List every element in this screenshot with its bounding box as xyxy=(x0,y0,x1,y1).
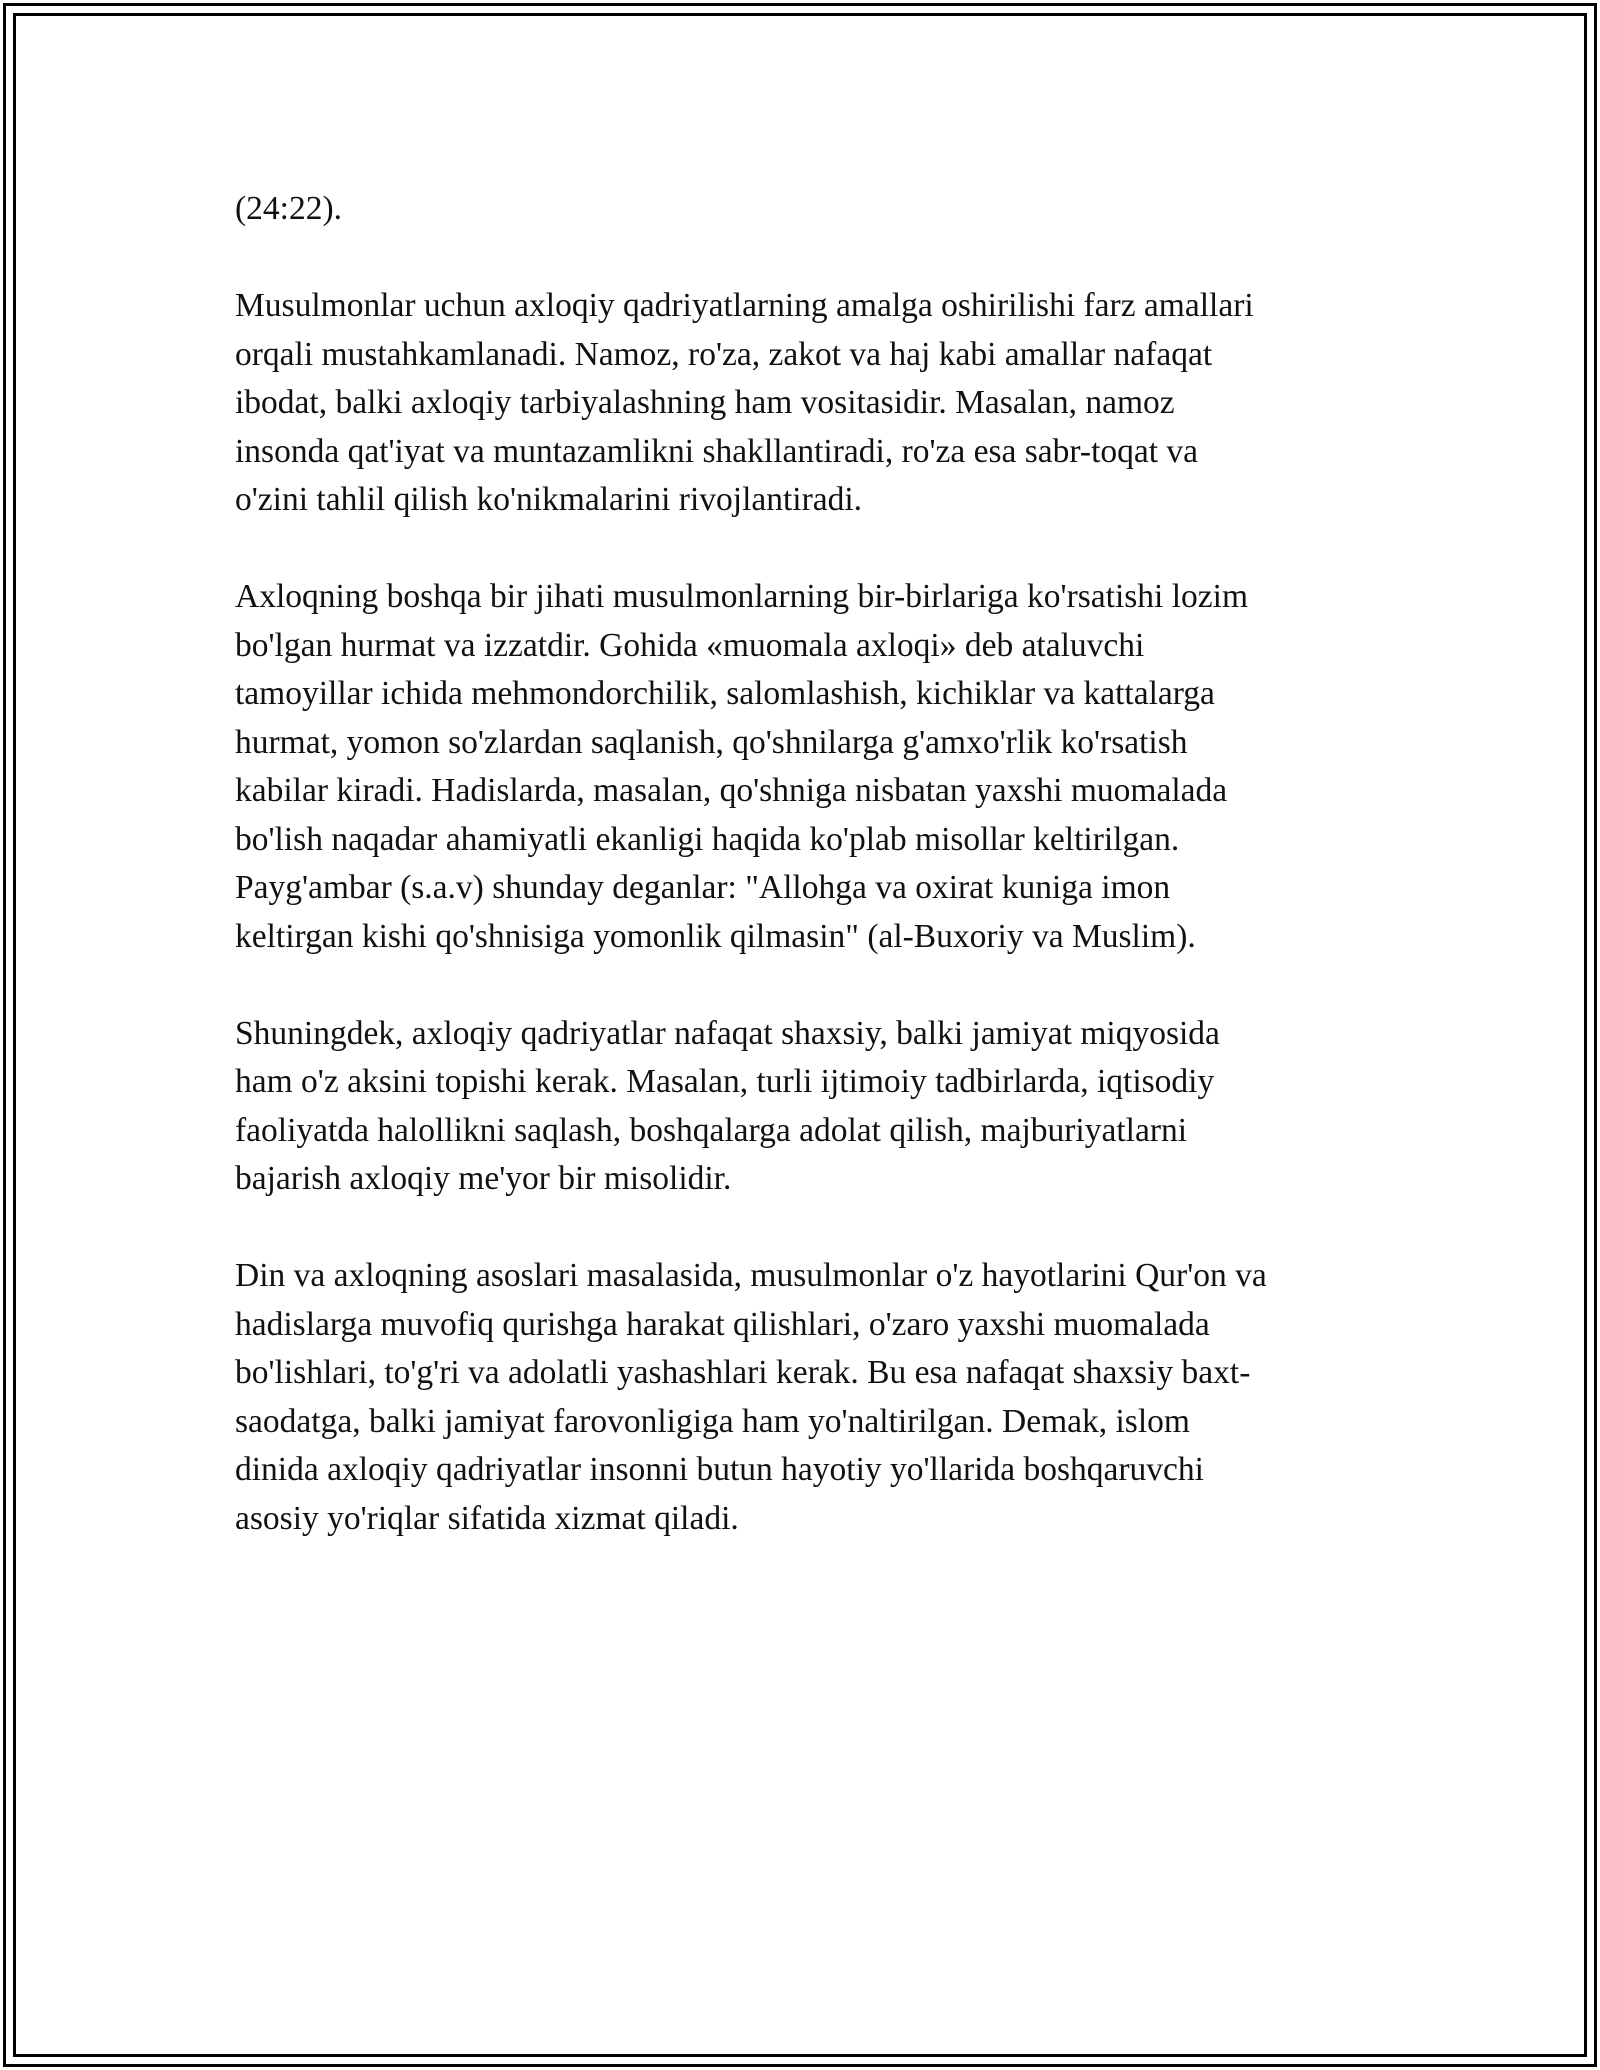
paragraph-mutual-respect: Axloqning boshqa bir jihati musulmonlarning bir-birlariga ko'rsatishi lozim bo'lgan hurmat va izzatdir. Gohida «muomala axloqi» deb ataluvchi tamoyillar ichida mehmondorchilik, salomlashish, kichiklar va kattalarga hurmat, yomon so'zlardan saqlanish, qo'shnilarga g'amxo'rlik ko'rsatish kabilar kiradi. Hadislarda, masalan, qo'shniga nisbatan yaxshi muomalada bo'lish naqadar ahamiyatli ekanligi haqida ko'plab misollar keltirilgan. Payg'ambar (s.a.v) shunday deganlar: "Allohga va oxirat kuniga imon keltirgan kishi qo'shnisiga yomonlik qilmasin" (al-Buxoriy va Muslim). xyxy=(235,578,1249,955)
document-body xyxy=(235,185,1385,1592)
paragraph-obligatory-acts: Musulmonlar uchun axloqiy qadriyatlarning amalga oshirilishi farz amallari orqali mustahkamlanadi. Namoz, ro'za, zakot va haj kabi amallar nafaqat ibodat, balki axloqiy tarbiyalashning ham vositasidir. Masalan, namoz insonda qat'iyat va muntazamlikni shakllantiradi, ro'za esa sabr-toqat va o'zini tahlil qilish ko'nikmalarini rivojlantiradi. xyxy=(235,287,1254,518)
verse-reference: (24:22). xyxy=(235,190,342,227)
paragraph-conclusion: Din va axloqning asoslari masalasida, musulmonlar o'z hayotlarini Qur'on va hadislarga muvofiq qurishga harakat qilishlari, o'zaro yaxshi muomalada bo'lishlari, to'g'ri va adolatli yashashlari kerak. Bu esa nafaqat shaxsiy baxt- saodatga, balki jamiyat farovonligiga ham yo'naltirilgan. Demak, islom dinida axloqiy qadriyatlar insonni butun hayotiy yo'llarida boshqaruvchi asosiy yo'riqlar sifatida xizmat qiladi. xyxy=(235,1257,1267,1537)
paragraph-society-values: Shuningdek, axloqiy qadriyatlar nafaqat shaxsiy, balki jamiyat miqyosida ham o'z aksini topishi kerak. Masalan, turli ijtimoiy tadbirlarda, iqtisodiy faoliyatda halollikni saqlash, boshqalarga adolat qilish, majburiyatlarni bajarish axloqiy me'yor bir misolidir. xyxy=(235,1014,1220,1197)
